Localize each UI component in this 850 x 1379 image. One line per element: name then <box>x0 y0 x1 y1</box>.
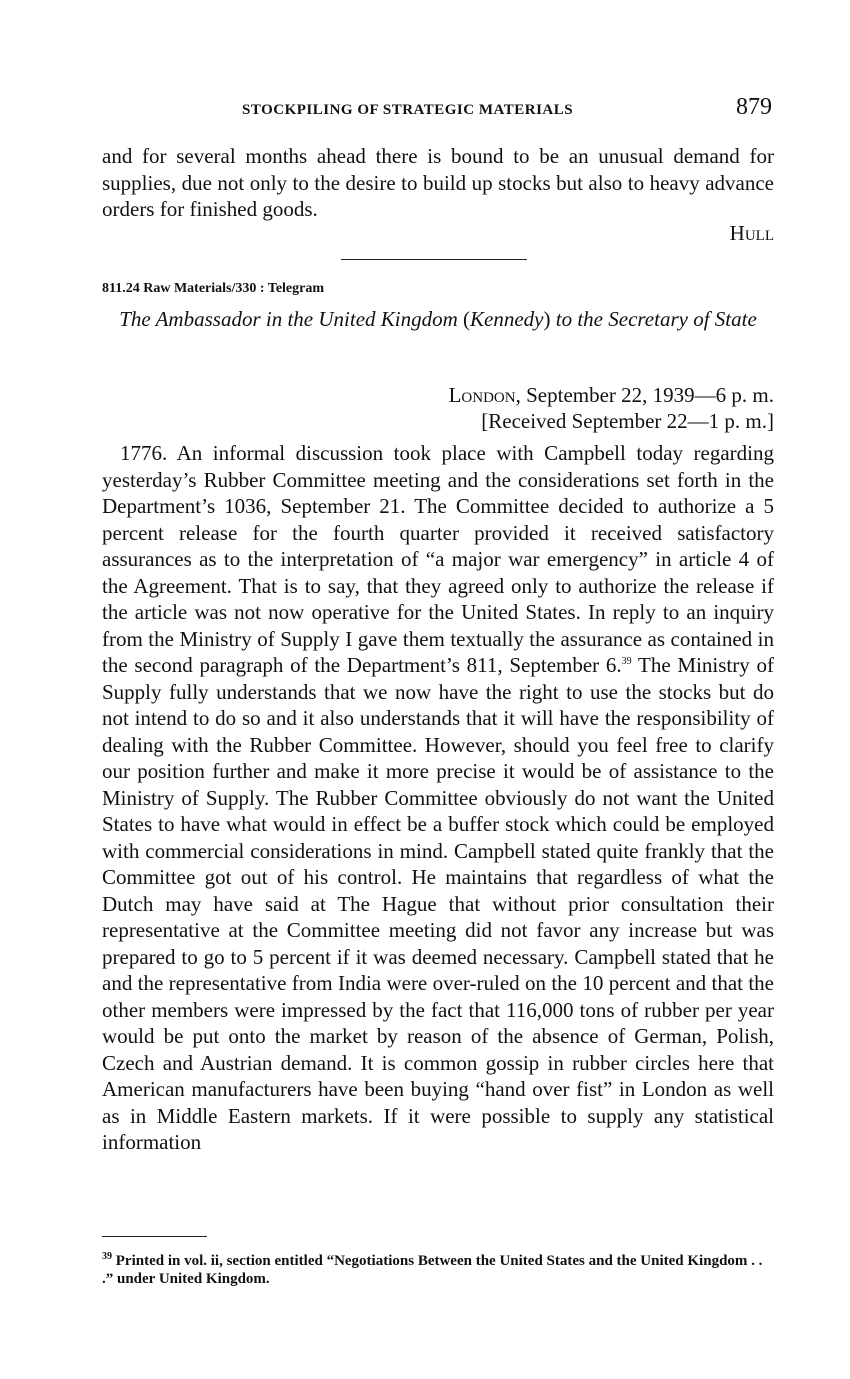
running-header <box>102 94 774 124</box>
page-number: 879 <box>736 94 772 120</box>
title-close-paren: ) <box>543 307 551 331</box>
opening-paragraph: and for several months ahead there is bound to be an unusual demand for supplies, due not only to the desire to build up stocks but also to heavy advance orders for finished goods. <box>102 144 774 221</box>
document-title <box>102 307 774 332</box>
title-part2: to the Secretary of State <box>555 307 757 331</box>
telegram-body <box>102 440 774 1156</box>
body-after-footnote: The Ministry of Supply fully understands that we now have the right to use the stocks but do not intend to do so and it also understands that it will have the responsibility of dealing with the Rubber Committee. However, should you feel free to clarify our position further and make it more precise it would be of assistance to the Ministry of Supply. The Rubber Committee obviously do not want the United States to have what would in effect be a buffer stock which could be employed with commercial considerations in mind. Campbell stated quite frankly that the Committee got out of his control. He maintains that regardless of what the Dutch may have said at The Hague that without prior consultation their representative at the Committee meeting did not favor any increase but was prepared to go to 5 percent if it was deemed necessary. Campbell stated that he and the representative from India were over-ruled on the 10 percent and that the other members were impressed by the fact that 116,000 tons of rubber per year would be put onto the market by reason of the absence of German, Polish, Czech and Austrian demand. It is common gossip in rubber circles here that American manufacturers have been buying “hand over fist” in London as well as in Middle Eastern markets. If it were possible to supply any statistical information <box>102 653 774 1154</box>
footnote-marker: 39 <box>102 1251 112 1262</box>
date-time: , September 22, 1939—6 p. m. <box>515 383 774 407</box>
footnote-reference: 39 <box>621 656 632 667</box>
file-reference: 811.24 Raw Materials/330 : Telegram <box>102 281 325 296</box>
title-part1: The Ambassador in the United Kingdom <box>119 307 458 331</box>
title-open-paren: ( <box>463 307 471 331</box>
date-line <box>449 382 774 408</box>
place: London <box>448 383 516 407</box>
signature: Hull <box>729 221 774 245</box>
received-line: [Received September 22—1 p. m.] <box>481 409 774 433</box>
footnote <box>102 1252 774 1288</box>
title-name: Kennedy <box>470 307 544 331</box>
running-title: STOCKPILING OF STRATEGIC MATERIALS <box>242 102 574 118</box>
dateline <box>449 382 774 434</box>
footnote-rule <box>102 1236 207 1237</box>
section-divider <box>341 259 527 260</box>
footnote-text: Printed in vol. ii, section entitled “Negotiations Between the United States and the United Kingdom . . .” under United Kingdom. <box>102 1253 763 1287</box>
body-before-footnote: 1776. An informal discussion took place with Campbell today regarding yesterday’s Rubber Committee meeting and the considerations set forth in the Department’s 1036, September 21. The Committee decided to authorize a 5 percent release for the fourth quarter provided it received satisfactory assurances as to the interpretation of “a major war emergency” in article 4 of the Agreement. That is to say, that they agreed only to authorize the release if the article was not now operative for the United States. In reply to an inquiry from the Ministry of Supply I gave them textually the assurance as contained in the second paragraph of the Department’s 811, September 6. <box>102 441 774 677</box>
